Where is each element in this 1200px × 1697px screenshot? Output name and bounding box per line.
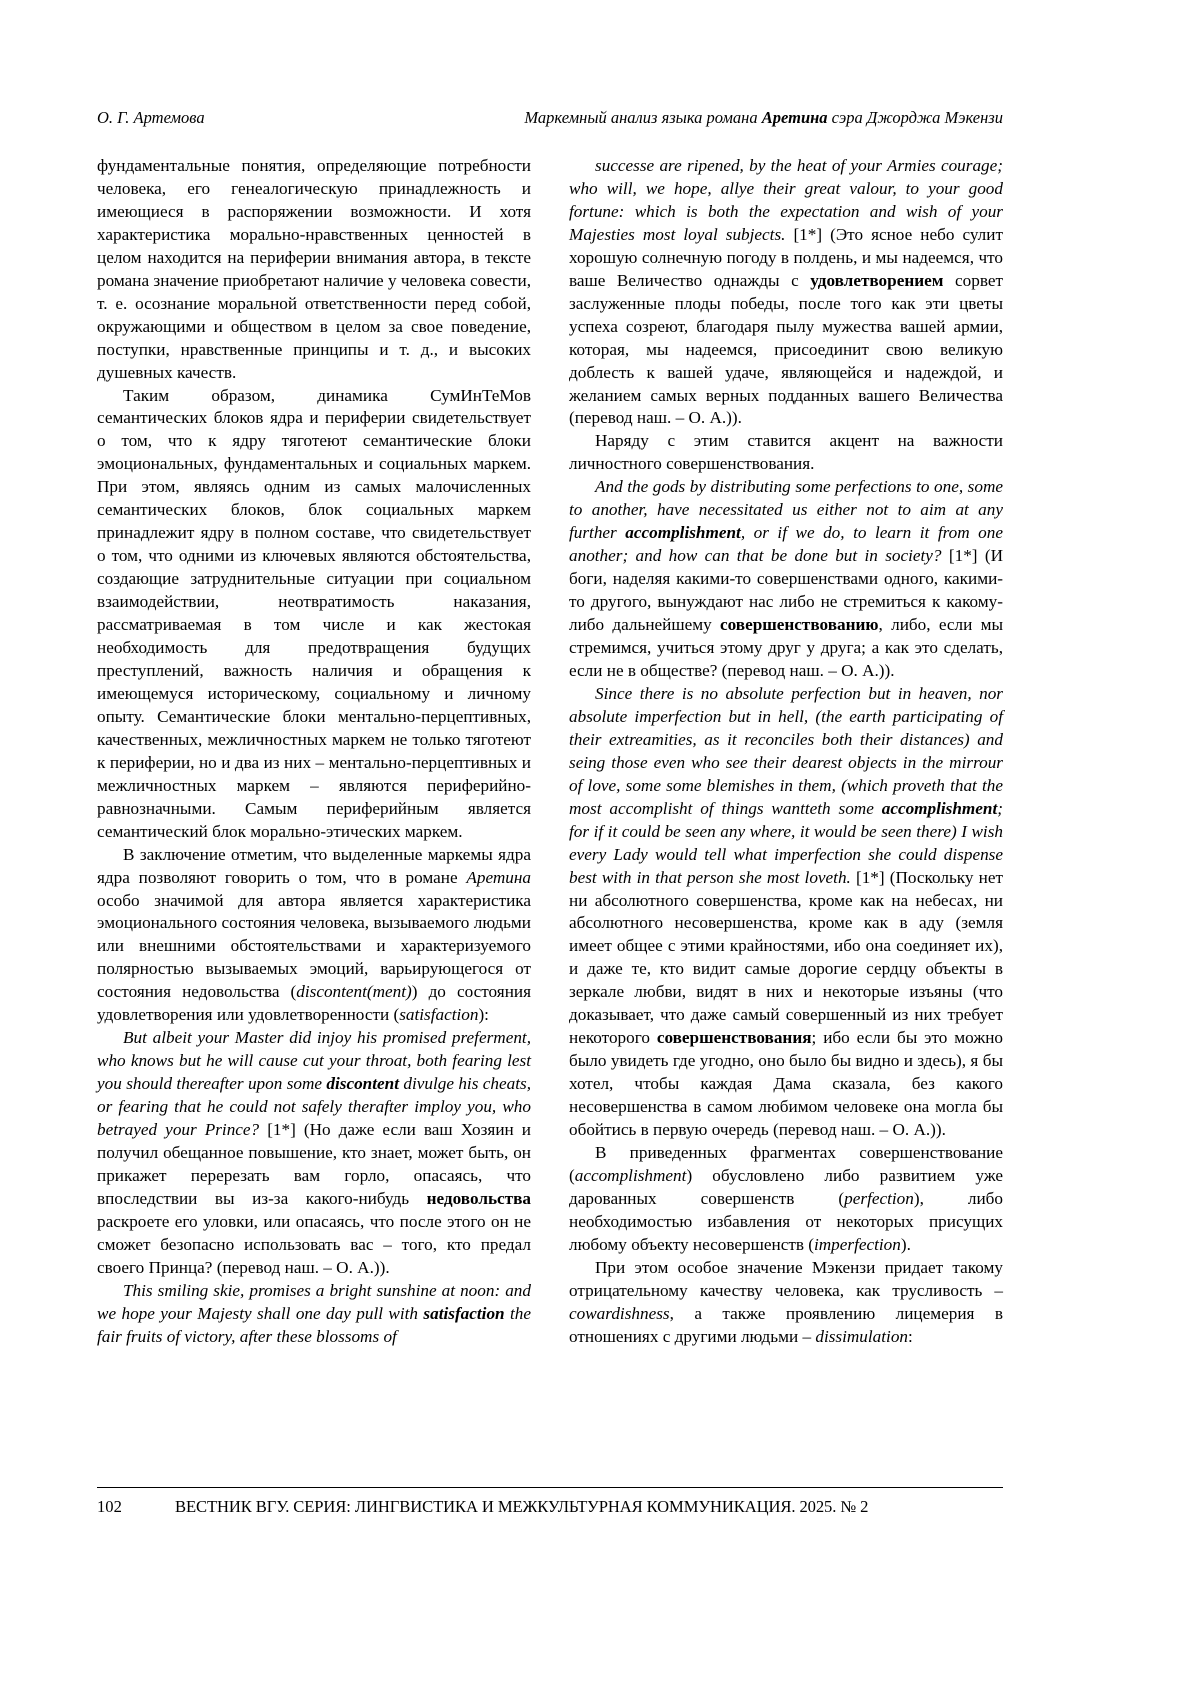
italic-term: cowardishness xyxy=(569,1303,670,1323)
text-run: особо значимой для автора является характеристика эмоционального состояния человека, вызываемого людьми или внешними обстоятельствами и характеризуемого полярностью вызываемых эмоций, варьирующегося от состояния недовольства ( xyxy=(97,890,531,1002)
text-run: And the gods by distributing some perfections to one, some to another, have necessitated us either not to aim at any further xyxy=(569,477,1003,543)
text-run: ) обусловлено либо развитием уже дарованных совершенств ( xyxy=(569,1165,1003,1208)
translation-run: раскроете его уловки, или опасаясь, что после этого он не сможет безопасно использовать вас – того, кто предал своего Принца? (перевод наш. – О. А.)). xyxy=(97,1211,531,1277)
text-run: ; for if it could be seen any where, it would be seen there) I wish every Lady would tell what imperfection she could dispense best with in that person she most loveth. xyxy=(569,798,1003,887)
running-head-title-prefix: Маркемный анализ языка романа xyxy=(524,108,762,127)
text-run: , or if we do, to learn it from one another; and how can that be done but in society? xyxy=(569,523,1003,566)
text-run: This smiling skie, promises a bright sunshine at noon: and we hope your Majesty shall one day pull with xyxy=(97,1280,531,1323)
text-run: ): xyxy=(478,1005,489,1025)
running-head-author: О. Г. Артемова xyxy=(97,108,205,127)
translation-run: [1*] (Поскольку нет ни абсолютного совершенства, кроме как на небесах, ни абсолютного несовершенства, кроме как в аду (земля имеет общее с этими крайностями, ибо она соединяет их), и даже те, кто видит самые дорогие сердцу объекты в зеркале любви, видят в них и некоторые изъяны (что доказывает, что даже самый совершенный из них требует некоторого xyxy=(569,867,1003,1048)
italic-term: dissimulation xyxy=(815,1326,909,1346)
paragraph: Таким образом, динамика СумИнТеМов семантических блоков ядра и периферии свидетельствует о том, что к ядру тяготеют семантические блоки эмоциональных, фундаментальных и социальных маркем. При этом, являясь одним из самых малочисленных семантических блоков, блок социальных маркем принадлежит ядру в полном составе, что свидетельствует о том, что одними из ключевых являются обстоятельства, создающие затруднительные ситуации при социальном взаимодействии, неотвратимость наказания, рассматриваемая в том числе и как жестокая необходимость для предотвращения будущих преступлений, важность наличия и обращения к имеющемуся историческому, социальному и личному опыту. Семантические блоки ментально-перцептивных, качественных, межличностных маркем не только тяготеют к периферии, но и два из них – ментально-перцептивных и межличностных маркем – являются периферийно-равнозначными. Самым периферийным является семантический блок морально-этических маркем. xyxy=(97,385,531,841)
text-run: При этом особое значение Мэкензи придает такому отрицательному качеству человека, как трусливость – xyxy=(569,1257,1003,1300)
italic-term: satisfaction xyxy=(399,1005,479,1025)
marked-term: недовольства xyxy=(426,1188,531,1208)
page-number: 102 xyxy=(97,1497,122,1516)
text-run: В заключение отметим, что выделенные маркемы ядра ядра позволяют говорить о том, что в романе xyxy=(97,844,531,887)
body-columns xyxy=(97,155,1003,1445)
text-run: divulge his cheats, or fearing that he could not safely therafter imploy you, who betrayed your Prince? xyxy=(97,1074,531,1140)
running-head-title xyxy=(524,108,1003,128)
marked-term: accomplishment xyxy=(625,523,741,543)
quotation-block xyxy=(97,1280,531,1349)
quotation-block xyxy=(97,1027,531,1279)
text-run: , а также проявлению лицемерия в отношениях с другими людьми – xyxy=(569,1303,1003,1346)
text-run: the fair fruits of victory, after these blossoms of xyxy=(97,1303,531,1346)
italic-term: discontent(ment) xyxy=(296,982,412,1002)
quotation-block xyxy=(569,476,1003,683)
paragraph: Наряду с этим ставится акцент на важности личностного совершенствования. xyxy=(569,431,1003,474)
text-run: ), либо необходимостью избавления от некоторых присущих любому объекту несовершенств ( xyxy=(569,1188,1003,1254)
paragraph xyxy=(569,1257,1003,1349)
text-run: Since there is no absolute perfection but in heaven, nor absolute imperfection but in hell, (the earth participating of their extreamities, as it reconciles both their distances) and seing those even who see their dearest objects in the mirrour of love, some some blemishes in them, (which proveth that the most accomplisht of things wantteth some xyxy=(569,683,1003,818)
marked-term: удовлетворением xyxy=(810,270,944,290)
paragraph-continuation: фундаментальные понятия, определяющие потребности человека, его генеалогическую принадлежность и имеющиеся в распоряжении возможности. И хотя характеристика морально-нравственных ценностей в целом находится на периферии внимания автора, в тексте романа значение приобретают наличие у человека совести, т. е. осознание моральной ответственности перед собой, окружающими и обществом в целом за свое поведение, поступки, нравственные принципы и т. д., и высоких душевных качеств. xyxy=(97,156,531,382)
page-footer xyxy=(97,1497,1003,1517)
translation-run: [1*] (Но даже если ваш Хозяин и получил обещанное повышение, кто знает, может быть, он прикажет перерезать вам горло, опасаясь, что впоследствии вы из-за какого-нибудь xyxy=(97,1120,531,1208)
text-run: successe are ripened, by the heat of your Armies courage; who will, we hope, allye their great valour, to your good fortune: which is both the expectation and wish of your Majesties most loyal subjects. xyxy=(569,156,1003,244)
text-run: But albeit your Master did injoy his promised preferment, who knows but he will cause cut your throat, both fearing lest you should thereafter upon some xyxy=(97,1028,531,1094)
left-column xyxy=(97,155,531,1445)
marked-term: discontent xyxy=(326,1074,399,1094)
marked-term: совершенствования xyxy=(656,1028,812,1048)
italic-term: accomplishment xyxy=(574,1165,687,1185)
footer-divider xyxy=(97,1487,1003,1488)
italic-term: imperfection xyxy=(813,1234,901,1254)
marked-term: satisfaction xyxy=(423,1303,505,1323)
running-head-title-suffix: сэра Джорджа Мэкензи xyxy=(827,108,1003,127)
paragraph xyxy=(97,844,531,1028)
translation-run: [1*] (Это ясное небо сулит хорошую солнечную погоду в полдень, и мы надеемся, что ваше Величество однажды с xyxy=(569,224,1003,290)
text-run: : xyxy=(908,1326,913,1346)
italic-term: Аретина xyxy=(466,867,531,887)
translation-run: [1*] (И боги, наделяя какими-то совершенствами одного, какими-то другого, вынуждают нас либо не стремиться к какому-либо дальнейшему xyxy=(569,546,1003,635)
translation-run: сорвет заслуженные плоды победы, после того как эти цветы успеха созреют, благодаря пылу мужества вашей армии, которая, мы надеемся, присоединит свою великую доблесть к вашей удаче, являющейся и надеждой, и желанием самых верных подданных вашего Величества (перевод наш. – О. А.)). xyxy=(569,270,1003,428)
quotation-block-continuation xyxy=(569,155,1003,430)
marked-term: совершенствованию xyxy=(720,615,879,635)
translation-run: ; ибо если бы это можно было увидеть где угодно, оно было бы видно и здесь), я бы хотел, чтобы каждая Дама сказала, без какого несовершенства в самом любимом человеке она могла бы обойтись в первую очередь (перевод наш. – О. А.)). xyxy=(569,1028,1004,1140)
quotation-block xyxy=(569,683,1003,1142)
italic-term: perfection xyxy=(844,1188,914,1208)
running-head xyxy=(97,108,1003,128)
text-run: ) до состояния удовлетворения или удовлетворенности ( xyxy=(97,982,531,1025)
text-run: В приведенных фрагментах совершенствование ( xyxy=(569,1142,1003,1185)
paragraph xyxy=(569,1142,1003,1257)
right-column xyxy=(569,155,1003,1445)
text-run: ). xyxy=(900,1234,911,1254)
journal-name: ВЕСТНИК ВГУ. СЕРИЯ: ЛИНГВИСТИКА И МЕЖКУЛЬТУРНАЯ КОММУНИКАЦИЯ. 2025. № 2 xyxy=(175,1497,869,1516)
translation-run: , либо, если мы стремимся, учиться этому друг у друга; а как это сделать, если не в обществе? (перевод наш. – О. А.)). xyxy=(569,615,1003,680)
marked-term: accomplishment xyxy=(881,798,998,818)
running-head-title-bold: Аретина xyxy=(761,108,828,127)
